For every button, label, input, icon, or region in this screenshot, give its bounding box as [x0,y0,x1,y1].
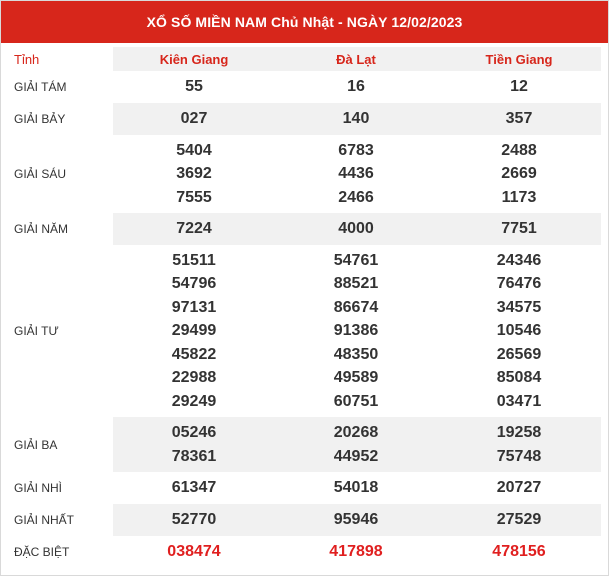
prize-cell [113,71,275,103]
prize-cell [437,103,601,135]
prize-cell [275,536,437,568]
prize-cell [275,245,437,417]
prize-row [8,504,601,536]
prize-label: GIẢI TÁM [14,80,67,94]
prize-number: 6783 [338,141,374,159]
prize-number: 2488 [501,141,537,159]
prize-number: 12 [510,78,528,96]
prize-row [8,135,601,213]
prize-number: 22988 [171,369,217,387]
prize-cell [113,245,275,417]
prize-number: 4000 [338,220,374,238]
prize-number: 24346 [496,251,542,269]
prize-row [8,417,601,472]
prize-number: 76476 [496,275,542,293]
results-title: XỔ SỐ MIỀN NAM Chủ Nhật - NGÀY 12/02/2023 [1,1,608,43]
prize-number: 140 [342,110,370,128]
prize-label: GIẢI TƯ [14,324,59,338]
prize-cell [437,135,601,213]
prize-number: 97131 [171,298,217,316]
prize-number: 10546 [496,322,542,340]
prize-label: GIẢI BA [8,417,113,472]
prize-cell [275,417,437,472]
prize-number: 49589 [333,369,379,387]
special-number: 038474 [167,543,221,561]
prize-cell [437,417,601,472]
prize-cell [437,71,601,103]
prize-number: 5404 [176,141,212,159]
prize-cell [113,135,275,213]
prize-number: 48350 [333,345,379,363]
prize-number: 75748 [496,447,542,465]
prize-number: 55 [185,78,203,96]
prize-cell [437,472,601,504]
prize-cell [437,213,601,245]
prize-number: 7751 [501,220,537,238]
prize-cell [113,472,275,504]
prize-number: 16 [347,78,365,96]
prize-number: 27529 [496,511,542,529]
prize-number: 7224 [176,220,212,238]
prize-number: 1173 [501,188,537,206]
special-number: 417898 [329,543,383,561]
prize-cell [275,213,437,245]
prize-number: 29249 [171,392,217,410]
prize-number: 2466 [338,188,374,206]
prize-label: GIẢI NHẤT [8,504,113,536]
prize-row [8,213,601,245]
prize-number: 78361 [171,447,217,465]
prize-number: 61347 [171,479,217,497]
prize-row [8,472,601,504]
province-header-label: Tỉnh [8,47,113,71]
prize-row [8,245,601,417]
prize-label: GIẢI SÁU [14,167,67,181]
prize-number: 027 [180,110,208,128]
prize-cell [113,213,275,245]
prize-number: 95946 [333,511,379,529]
prize-cell [275,135,437,213]
prize-number: 4436 [338,165,374,183]
prize-number: 86674 [333,298,379,316]
prize-cell [113,417,275,472]
special-number: 478156 [492,543,546,561]
prize-number: 7555 [176,188,212,206]
prize-cell [437,245,601,417]
prize-number: 54761 [333,251,379,269]
prize-number: 85084 [496,369,542,387]
prize-number: 3692 [176,165,212,183]
prize-number: 88521 [333,275,379,293]
prize-cell [275,504,437,536]
province-header[interactable]: Kiên Giang [113,47,275,71]
prize-cell [113,504,275,536]
prize-number: 2669 [501,165,537,183]
prize-row [8,71,601,103]
prize-cell [275,472,437,504]
prize-number: 52770 [171,511,217,529]
prize-number: 44952 [333,447,379,465]
prize-number: 34575 [496,298,542,316]
prize-cell [275,71,437,103]
prize-number: 54018 [333,479,379,497]
prize-cell [275,103,437,135]
prize-number: 91386 [333,322,379,340]
prize-label: GIẢI NHÌ [14,481,63,495]
prize-label: ĐẶC BIỆT [14,545,70,559]
province-header[interactable]: Tiền Giang [437,47,601,71]
prize-number: 03471 [496,392,542,410]
prize-row [8,103,601,135]
prize-number: 60751 [333,392,379,410]
results-table [8,47,601,568]
province-header[interactable]: Đà Lạt [275,47,437,71]
prize-number: 05246 [171,424,217,441]
prize-label: GIẢI BẢY [8,103,113,135]
prize-number: 20727 [496,479,542,497]
prize-cell [437,504,601,536]
prize-rows [8,71,601,568]
header-row [8,47,601,71]
prize-number: 45822 [171,345,217,363]
prize-number: 26569 [496,345,542,363]
prize-number: 29499 [171,322,217,340]
prize-number: 54796 [171,275,217,293]
prize-cell [113,103,275,135]
prize-row [8,536,601,568]
prize-number: 19258 [496,424,542,441]
prize-cell [437,536,601,568]
prize-cell [113,536,275,568]
prize-number: 51511 [172,251,216,269]
prize-number: 20268 [333,424,379,441]
prize-label: GIẢI NĂM [8,213,113,245]
prize-number: 357 [505,110,533,128]
